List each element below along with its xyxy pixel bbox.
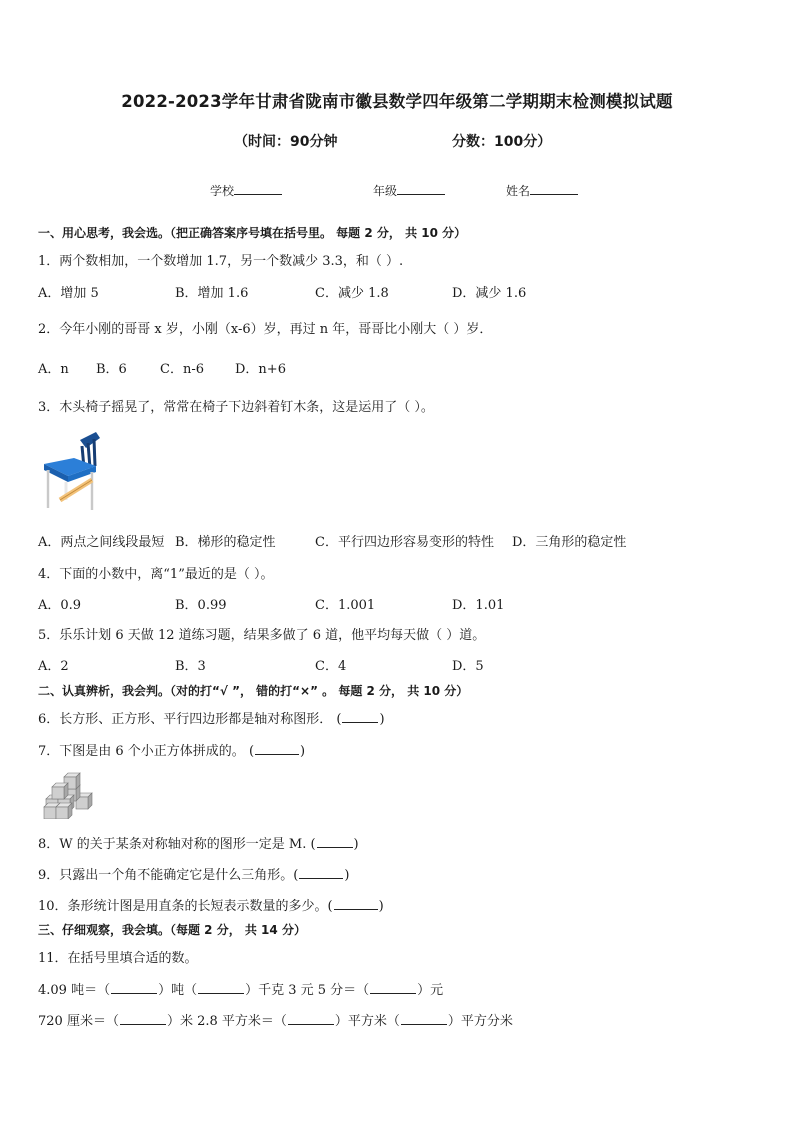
- answer-blank[interactable]: [334, 898, 378, 910]
- question-2-options: [38, 358, 758, 376]
- question-3-options: [38, 531, 758, 549]
- question-2: 2．今年小刚的哥哥 x 岁，小刚（x-6）岁，再过 n 年，哥哥比小刚大（ ）岁．: [38, 322, 493, 337]
- option-b[interactable]: B．6: [96, 362, 127, 377]
- grade-field[interactable]: 年级: [373, 182, 445, 199]
- time-label: （时间：90分钟: [234, 134, 338, 150]
- option-b[interactable]: B．梯形的稳定性: [175, 535, 276, 550]
- question-10: 10．条形统计图是用直条的长短表示数量的多少。( ): [38, 899, 384, 914]
- section-1-heading: 一、用心思考，我会选。（把正确答案序号填在括号里。 每题 2 分， 共 10 分）: [38, 226, 467, 240]
- cube-stack-icon: [44, 773, 92, 819]
- option-d[interactable]: D．5: [452, 659, 484, 674]
- answer-blank[interactable]: [317, 836, 353, 848]
- option-a[interactable]: A．n: [38, 362, 69, 377]
- answer-blank[interactable]: [255, 743, 299, 755]
- option-a[interactable]: A．增加 5: [38, 286, 99, 301]
- option-b[interactable]: B．0.99: [175, 598, 227, 613]
- question-5: 5．乐乐计划 6 天做 12 道练习题，结果多做了 6 道，他平均每天做（ ）道。: [38, 628, 486, 643]
- section-3-heading: 三、仔细观察，我会填。（每题 2 分， 共 14 分）: [38, 923, 306, 937]
- name-field[interactable]: 姓名: [506, 182, 578, 199]
- question-1-options: [38, 282, 758, 300]
- section-2-heading: 二、认真辨析，我会判。（对的打“√ ”， 错的打“×” 。 每题 2 分， 共 10 分）: [38, 684, 469, 698]
- question-11-row-1: 4.09 吨＝（ ）吨（ ）千克 3 元 5 分＝（ ）元: [38, 983, 444, 998]
- option-b[interactable]: B．增加 1.6: [175, 286, 249, 301]
- chair-figure: [40, 430, 110, 514]
- page-title: 2022-2023学年甘肃省陇南市徽县数学四年级第二学期期末检测模拟试题: [121, 92, 673, 111]
- option-c[interactable]: C．平行四边形容易变形的特性: [315, 535, 494, 550]
- option-d[interactable]: D．1.01: [452, 598, 505, 613]
- question-8: 8．W 的关于某条对称轴对称的图形一定是 M. ( ): [38, 837, 359, 852]
- question-3: 3．木头椅子摇晃了，常常在椅子下边斜着钉木条，这是运用了（ ）。: [38, 400, 434, 415]
- option-c[interactable]: C．减少 1.8: [315, 286, 389, 301]
- question-9: 9．只露出一个角不能确定它是什么三角形。( ): [38, 868, 350, 883]
- answer-blank[interactable]: [299, 867, 343, 879]
- chair-icon: [44, 432, 100, 510]
- score-label: 分数：100分）: [452, 134, 552, 150]
- question-5-options: [38, 655, 758, 673]
- question-11: 11．在括号里填合适的数。: [38, 951, 198, 966]
- question-4: 4．下面的小数中，离“1”最近的是（ ）。: [38, 567, 274, 582]
- option-c[interactable]: C．1.001: [315, 598, 376, 613]
- answer-blank[interactable]: [370, 982, 416, 994]
- answer-blank[interactable]: [342, 711, 378, 723]
- option-a[interactable]: A．2: [38, 659, 69, 674]
- option-a[interactable]: A．两点之间线段最短: [38, 535, 165, 550]
- answer-blank[interactable]: [120, 1013, 166, 1025]
- answer-blank[interactable]: [111, 982, 157, 994]
- option-d[interactable]: D．n+6: [235, 362, 286, 377]
- info-row: [0, 182, 794, 200]
- cubes-figure: [42, 767, 100, 819]
- school-field[interactable]: 学校: [210, 182, 282, 199]
- subtitle: [0, 131, 794, 151]
- question-1: 1．两个数相加，一个数增加 1.7，另一个数减少 3.3，和（ ）.: [38, 254, 404, 269]
- answer-blank[interactable]: [401, 1013, 447, 1025]
- option-d[interactable]: D．减少 1.6: [452, 286, 527, 301]
- question-4-options: [38, 594, 758, 612]
- option-c[interactable]: C．4: [315, 659, 347, 674]
- question-11-row-2: 720 厘米＝（ ）米 2.8 平方米＝（ ）平方米（ ）平方分米: [38, 1014, 513, 1029]
- option-a[interactable]: A．0.9: [38, 598, 82, 613]
- option-c[interactable]: C．n-6: [160, 362, 204, 377]
- option-d[interactable]: D．三角形的稳定性: [512, 535, 627, 550]
- question-6: 6．长方形、正方形、平行四边形都是轴对称图形． ( ): [38, 712, 385, 727]
- answer-blank[interactable]: [198, 982, 244, 994]
- answer-blank[interactable]: [288, 1013, 334, 1025]
- question-7: 7．下图是由 6 个小正方体拼成的。 ( ): [38, 744, 306, 759]
- option-b[interactable]: B．3: [175, 659, 206, 674]
